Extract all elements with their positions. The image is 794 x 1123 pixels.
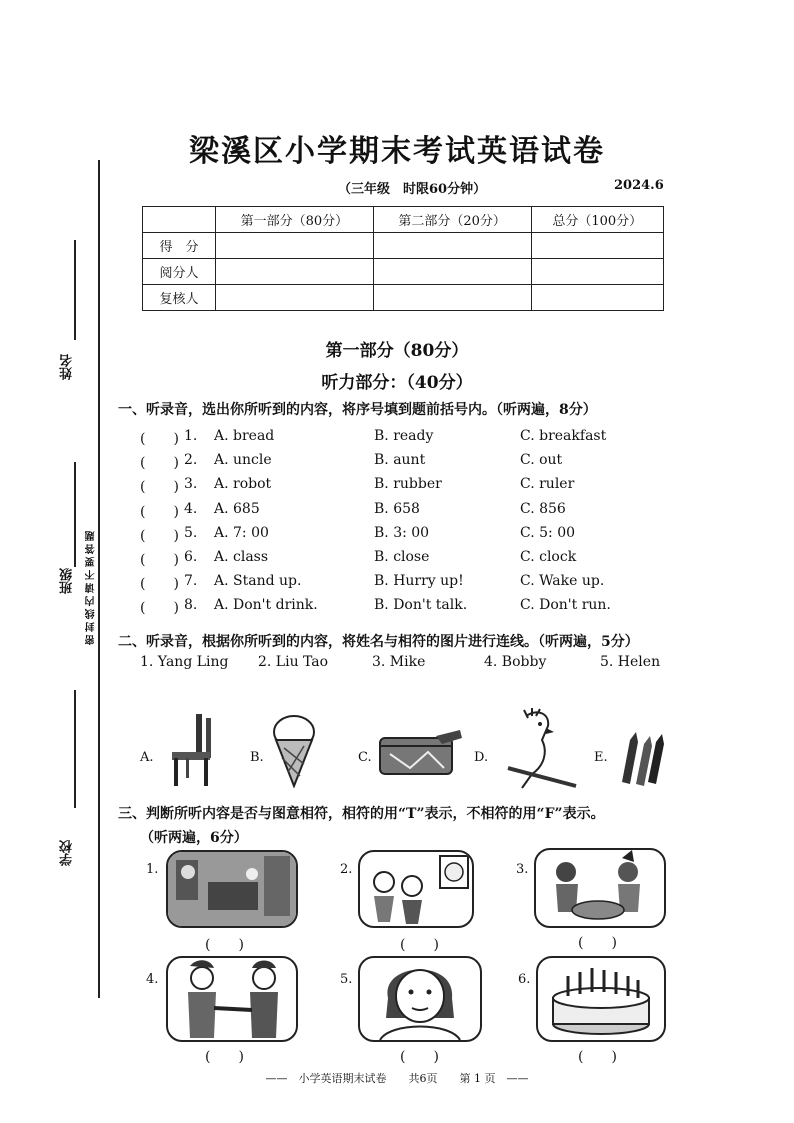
grader-row — [143, 259, 664, 285]
option-c: C. clock — [520, 549, 577, 565]
answer-paren[interactable]: ( ) — [140, 504, 179, 520]
name-helen: 5. Helen — [600, 654, 661, 670]
option-b: B. close — [374, 549, 430, 565]
score-header-part2: 第二部分（20分） — [373, 207, 531, 233]
page-footer: —— 小学英语期末试卷 共6页 第 1 页 —— — [265, 1072, 529, 1085]
picture-label-c: C. — [358, 750, 372, 765]
picture-label-b: B. — [250, 750, 264, 765]
question-number: 5. — [184, 525, 198, 541]
handshake-scene-icon — [168, 958, 296, 1040]
score-header-blank — [143, 207, 216, 233]
question-number: 6. — [184, 549, 198, 565]
score-cell[interactable] — [373, 233, 531, 259]
picture-number-1: 1. — [146, 862, 159, 877]
option-a: A. uncle — [214, 452, 272, 468]
answer-paren[interactable]: ( ) — [140, 479, 179, 495]
row-label-score: 得 分 — [143, 233, 216, 259]
name-yang-ling: 1. Yang Ling — [140, 654, 229, 670]
section3-heading: 三、判断所听内容是否与图意相符，相符的用“T”表示，不相符的用“F”表示。 — [118, 806, 605, 822]
picture-6-cake — [536, 956, 666, 1042]
option-b: B. 658 — [374, 501, 420, 517]
picture-label-e: E. — [594, 750, 608, 765]
class-blank-line — [74, 462, 76, 567]
crayons-icon — [616, 728, 666, 786]
party-scene-icon — [536, 850, 664, 926]
option-b: B. Hurry up! — [374, 573, 464, 589]
answer-paren[interactable]: ( ) — [140, 455, 179, 471]
class-label: 班级 — [60, 568, 75, 594]
grader-cell[interactable] — [531, 259, 664, 285]
woman-face-icon — [360, 958, 480, 1040]
grader-cell[interactable] — [373, 259, 531, 285]
picture-number-5: 5. — [340, 972, 353, 987]
kitchen-scene-icon — [168, 852, 296, 926]
option-b: B. rubber — [374, 476, 442, 492]
exam-title: 梁溪区小学期末考试英语试卷 — [189, 134, 605, 169]
option-b: B. ready — [374, 428, 434, 444]
answer-paren-4[interactable]: ( ) — [205, 1049, 244, 1065]
option-a: A. Don't drink. — [214, 597, 318, 613]
option-b: B. aunt — [374, 452, 426, 468]
question-number: 2. — [184, 452, 198, 468]
score-row — [143, 233, 664, 259]
people-portrait-icon — [360, 852, 472, 926]
section3-heading-note: （听两遍，6分） — [140, 830, 248, 846]
option-c: C. 856 — [520, 501, 566, 517]
score-header-part1: 第一部分（80分） — [216, 207, 374, 233]
option-c: C. Don't run. — [520, 597, 611, 613]
picture-4-handshake — [166, 956, 298, 1042]
option-c: C. Wake up. — [520, 573, 605, 589]
answer-paren[interactable]: ( ) — [140, 528, 179, 544]
option-a: A. 7: 00 — [214, 525, 269, 541]
answer-paren[interactable]: ( ) — [140, 576, 179, 592]
question-number: 3. — [184, 476, 198, 492]
parrot-icon — [498, 706, 578, 792]
option-a: A. Stand up. — [214, 573, 302, 589]
reviewer-cell[interactable] — [531, 285, 664, 311]
birthday-cake-icon — [538, 958, 664, 1040]
option-c: C. breakfast — [520, 428, 607, 444]
question-number: 1. — [184, 428, 198, 444]
option-a: A. class — [214, 549, 269, 565]
reviewer-cell[interactable] — [216, 285, 374, 311]
option-c: C. ruler — [520, 476, 575, 492]
listening-title: 听力部分：（40分） — [321, 373, 473, 393]
score-cell[interactable] — [531, 233, 664, 259]
option-a: A. bread — [214, 428, 275, 444]
chair-icon — [166, 712, 216, 788]
name-bobby: 4. Bobby — [484, 654, 547, 670]
picture-number-3: 3. — [516, 862, 529, 877]
reviewer-cell[interactable] — [373, 285, 531, 311]
answer-paren-1[interactable]: ( ) — [205, 937, 244, 953]
picture-3-party — [534, 848, 666, 928]
answer-paren-5[interactable]: ( ) — [400, 1049, 439, 1065]
picture-label-d: D. — [474, 750, 489, 765]
picture-2-portrait — [358, 850, 474, 928]
option-a: A. robot — [214, 476, 272, 492]
option-a: A. 685 — [214, 501, 260, 517]
pencil-case-icon — [376, 728, 464, 778]
option-b: B. Don't talk. — [374, 597, 468, 613]
question-number: 7. — [184, 573, 198, 589]
row-label-grader: 阅分人 — [143, 259, 216, 285]
part1-title: 第一部分（80分） — [325, 341, 469, 361]
answer-paren[interactable]: ( ) — [140, 431, 179, 447]
name-blank-line — [74, 240, 76, 340]
picture-1-kitchen — [166, 850, 298, 928]
score-header-total: 总分（100分） — [531, 207, 664, 233]
option-b: B. 3: 00 — [374, 525, 430, 541]
section1-heading: 一、听录音，选出你所听到的内容，将序号填到题前括号内。（听两遍，8分） — [118, 402, 597, 418]
exam-date: 2024.6 — [614, 178, 664, 193]
answer-paren-3[interactable]: ( ) — [578, 935, 617, 951]
name-label: 姓名 — [60, 354, 75, 380]
row-label-reviewer: 复核人 — [143, 285, 216, 311]
option-c: C. out — [520, 452, 563, 468]
score-cell[interactable] — [216, 233, 374, 259]
option-c: C. 5: 00 — [520, 525, 576, 541]
school-blank-line — [74, 690, 76, 808]
picture-number-2: 2. — [340, 862, 353, 877]
picture-number-4: 4. — [146, 972, 159, 987]
picture-number-6: 6. — [518, 972, 531, 987]
score-table-header-row — [143, 207, 664, 233]
seal-warning: 密封线内请不要答题 — [86, 528, 97, 645]
name-liu-tao: 2. Liu Tao — [258, 654, 329, 670]
grader-cell[interactable] — [216, 259, 374, 285]
ice-cream-icon — [270, 714, 318, 788]
question-number: 8. — [184, 597, 198, 613]
answer-paren[interactable]: ( ) — [140, 552, 179, 568]
answer-paren-6[interactable]: ( ) — [578, 1049, 617, 1065]
school-label: 学校 — [60, 840, 75, 866]
reviewer-row — [143, 285, 664, 311]
section2-heading: 二、听录音，根据你所听到的内容，将姓名与相符的图片进行连线。（听两遍，5分） — [118, 634, 639, 650]
grade-time-subtitle: （三年级 时限60分钟） — [338, 182, 487, 197]
picture-5-woman — [358, 956, 482, 1042]
answer-paren[interactable]: ( ) — [140, 600, 179, 616]
answer-paren-2[interactable]: ( ) — [400, 937, 439, 953]
picture-label-a: A. — [140, 750, 154, 765]
score-table — [142, 206, 664, 311]
name-mike: 3. Mike — [372, 654, 426, 670]
question-number: 4. — [184, 501, 198, 517]
